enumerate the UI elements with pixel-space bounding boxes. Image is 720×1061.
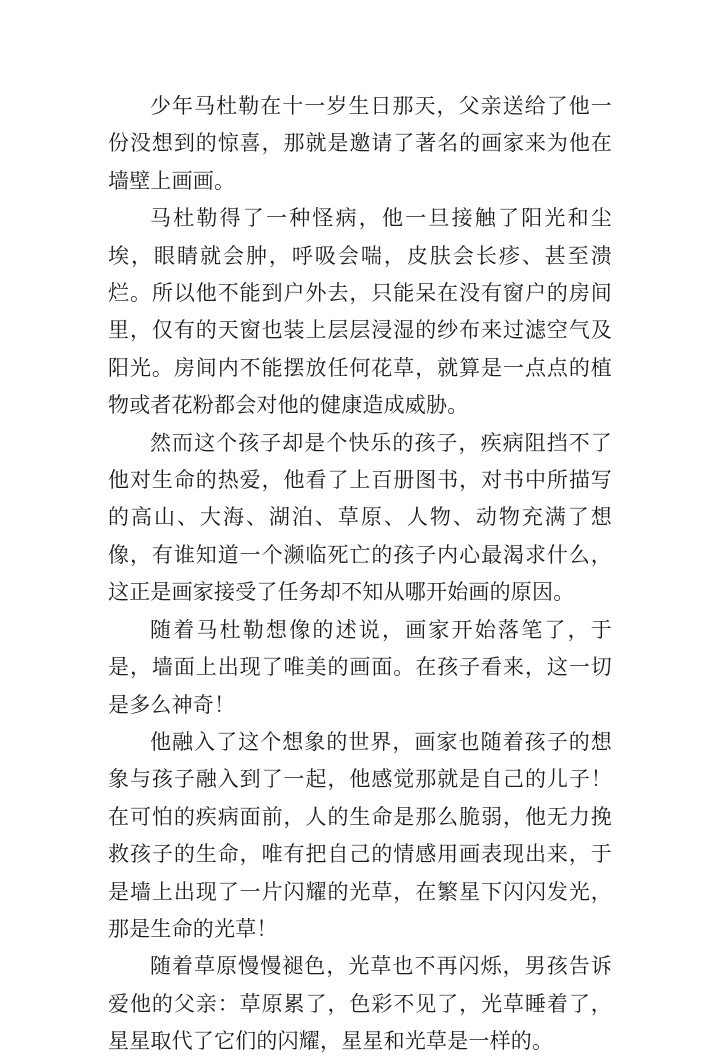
document-body [108,88,612,1061]
paragraph-5: 他融入了这个想象的世界，画家也随着孩子的想象与孩子融入到了一起，他感觉那就是自己的儿子！在可怕的疾病面前，人的生命是那么脆弱，他无力挽救孩子的生命，唯有把自己的情感用画表现出来，于是墙上出现了一片闪耀的光草，在繁星下闪闪发光，那是生命的光草！ [108,729,612,941]
paragraph-2: 马杜勒得了一种怪病，他一旦接触了阳光和尘埃，眼睛就会肿，呼吸会喘，皮肤会长疹、甚至溃烂。所以他不能到户外去，只能呆在没有窗户的房间里，仅有的天窗也装上层层浸湿的纱布来过滤空气及阳光。房间内不能摆放任何花草，就算是一点点的植物或者花粉都会对他的健康造成威胁。 [108,206,612,418]
paragraph-1: 少年马杜勒在十一岁生日那天，父亲送给了他一份没想到的惊喜，那就是邀请了著名的画家来为他在墙壁上画画。 [108,94,612,193]
paragraph-3: 然而这个孩子却是个快乐的孩子，疾病阻挡不了他对生命的热爱，他看了上百册图书，对书中所描写的高山、大海、湖泊、草原、人物、动物充满了想像，有谁知道一个濒临死亡的孩子内心最渴求什么，这正是画家接受了任务却不知从哪开始画的原因。 [108,430,612,605]
paragraph-4: 随着马杜勒想像的述说，画家开始落笔了，于是，墙面上出现了唯美的画面。在孩子看来，这一切是多么神奇！ [108,617,612,717]
paragraph-6: 随着草原慢慢褪色，光草也不再闪烁，男孩告诉爱他的父亲：草原累了，色彩不见了，光草睡着了，星星取代了它们的闪耀，星星和光草是一样的。 [108,954,612,1054]
